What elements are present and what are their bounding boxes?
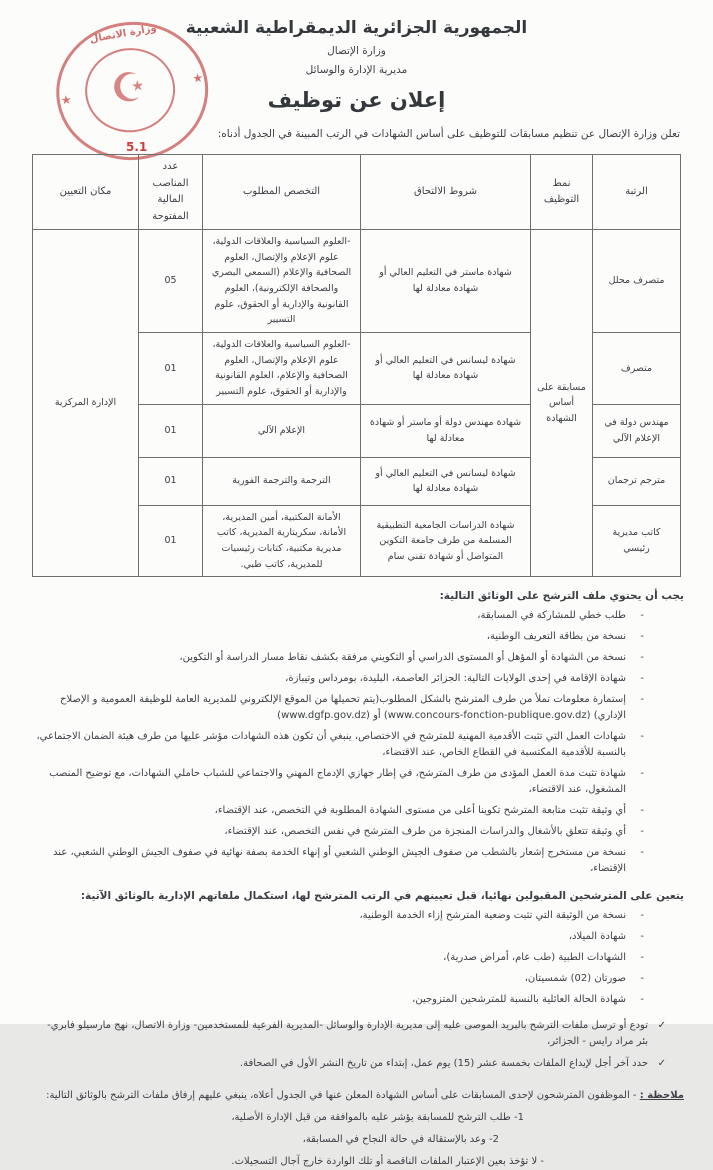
stamp-number: 5.1 [126,140,148,154]
list-item: - شهادة تثبت مدة العمل المؤدى من طرف المترشح، في إطار جهازي الإدماج المهني والاجتماعي للشباب حاملي الشهادات، مع توضيح المنصب المشغول، عند الاقتضاء، [29,766,684,798]
note-section [29,1088,684,1170]
stamp-arc-text: وزارة الاتصال [89,22,158,46]
list-item: - أي وثيقة تتعلق بالأشغال والدراسات المنجزة من طرف المترشح في نفس التخصص، عند الإقتضاء، [29,824,684,840]
col-header-mode: نمط التوظيف [531,155,593,230]
conditions-cell: شهادة الدراسات الجامعية التطبيقية المسلمة من طرف جامعة التكوين المتواصل أو شهادة تقني سام [361,505,531,577]
rank-cell: متصرف [593,333,681,405]
final-candidates-section [29,890,684,1008]
mode-cell: مسابقة على أساس الشهادة [531,230,593,577]
positions-cell: 05 [139,230,203,333]
positions-cell: 01 [139,505,203,577]
list-item: - طلب خطي للمشاركة في المسابقة، [29,608,684,624]
col-header-location: مكان التعيين [33,155,139,230]
list-item: - نسخة من الوثيقة التي تثبت وضعية المترشح إزاء الخدمة الوطنية، [29,908,684,924]
conditions-cell: شهادة ماستر في التعليم العالي أو شهادة معادلة لها [361,230,531,333]
list-item: ✓ حدد آخر أجل لإيداع الملفات بخمسة عشر (15) يوم عمل، إبتداء من تاريخ النشر الأول في الصحافة. [29,1056,684,1072]
location-cell: الإدارة المركزية [33,230,139,577]
col-header-conditions: شروط الالتحاق [361,155,531,230]
specialization-cell: الأمانة المكتبية، أمين المديرية، الأمانة، سكريتارية المديرية، كاتب مديرية مكتبية، كتابات رئيسيات للمديرية، كاتب طبي. [203,505,361,577]
list-item: - نسخة من مستخرج إشعار بالشطب من صفوف الجيش الوطني الشعبي أو إنهاء الخدمة بصفة نهائية في صفوف الجيش الوطني الشعبي، عند الإقتضاء، [29,845,684,877]
republic-title: الجمهورية الجزائرية الديمقراطية الشعبية [185,18,528,38]
list-item: - نسخة من الشهادة أو المؤهل أو المستوى الدراسي أو التكويني مرفقة بكشف نقاط مسار الدراسة أو التكوين، [29,650,684,666]
col-header-specialization: التخصص المطلوب [203,155,361,230]
table-header-row [33,155,681,230]
list-item: - نسخة من بطاقة التعريف الوطنية، [29,629,684,645]
intro-paragraph: تعلن وزارة الإتصال عن تنظيم مسابقات للتوظيف على أساس الشهادات في الرتب المبينة في الجدول أدناه: [217,128,680,140]
list-item: - الشهادات الطبية (طب عام، أمراض صدرية)، [29,950,684,966]
jobs-table [32,154,681,577]
star-icon: ★ [191,70,204,86]
crescent-star-icon: ☪ [108,63,150,114]
star-icon: ★ [60,92,73,108]
rank-cell: متصرف محلل [593,230,681,333]
list-item: - شهادة الحالة العائلية بالنسبة للمترشحين المتزوجين، [29,992,684,1008]
rank-cell: مهندس دولة في الإعلام الآلي [593,404,681,457]
specialization-cell: الترجمة والترجمة الفورية [203,457,361,505]
section-title: يجب أن يحتوي ملف الترشح على الوثائق التالية: [439,590,684,603]
rank-cell: كاتب مديرية رئيسي [593,505,681,577]
conditions-cell: شهادة ليسانس في التعليم العالي أو شهادة معادلة لها [361,333,531,405]
section-title: يتعين على المترشحين المقبولين نهائيا، قبل تعيينهم في الرتب المترشح لها، استكمال ملفاتهم الإدارية بالوثائق الآتية: [80,890,684,903]
specialization-cell: -العلوم السياسية والعلاقات الدولية، علوم الإعلام والإتصال، العلوم الصحافية والإعلام (السمعي البصري والصحافة الإلكترونية)، العلوم القانونية والإدارية أو الحقوق، علوم التسيير [203,230,361,333]
ministry-name: وزارة الإتصال [327,45,386,57]
note-label: ملاحظة : [639,1090,684,1102]
note-head [29,1088,684,1104]
specialization-cell: -العلوم السياسية والعلاقات الدولية، علوم الإعلام والإتصال، العلوم الصحافية والإعلام، العلوم القانونية والإدارية أو الحقوق، علوم التسيير [203,333,361,405]
specialization-cell: الإعلام الآلي [203,404,361,457]
table-row [33,230,681,333]
directorate-name: مديرية الإدارة والوسائل [305,64,408,76]
col-header-positions: عدد المناصب المالية المفتوحة [139,155,203,230]
note-item: 2- وعد بالإستقالة في حالة النجاح في المسابقة، [302,1134,499,1146]
application-file-section [29,590,684,877]
documents-list [29,608,684,877]
list-item: - شهادة الميلاد، [29,929,684,945]
documents-list [29,908,684,1008]
conditions-cell: شهادة مهندس دولة أو ماستر أو شهادة معادلة لها [361,404,531,457]
list-item: - أي وثيقة تثبت متابعة المترشح تكوينا أعلى من مستوى الشهادة المطلوبة في التخصص، عند الإقتضاء، [29,803,684,819]
announcement-title: إعلان عن توظيف [267,88,446,112]
note-item: 1- طلب الترشح للمسابقة يؤشر عليه بالموافقة من قبل الإدارة الأصلية، [231,1112,524,1124]
rank-cell: مترجم ترجمان [593,457,681,505]
positions-cell: 01 [139,404,203,457]
positions-cell: 01 [139,333,203,405]
list-item: - صورتان (02) شمسيتان، [29,971,684,987]
positions-cell: 01 [139,457,203,505]
note-item: - لا تؤخذ بعين الإعتبار الملفات الناقصة أو تلك الواردة خارج آجال التسجيلات. [231,1156,544,1168]
submission-instructions [29,1018,684,1072]
document-header [29,0,684,112]
list-item: ✓ تودع أو ترسل ملفات الترشح بالبريد الموصى عليه إلى مديرية الإدارة والوسائل -المديرية الفرعية للمستخدمين- وزارة الاتصال، نهج مارسيلو فابري- بئر مراد رايس - الجزائر، [29,1018,684,1050]
list-item: - إستمارة معلومات تملأ من طرف المترشح بالشكل المطلوب(يتم تحميلها من الموقع الإلكتروني للمديرية العامة للوظيفة العمومية و الإصلاح الإداري) (www.concours-fonction-publique.gov.dz) أو (www.dgfp.gov.dz) [29,692,684,724]
col-header-rank: الرتبة [593,155,681,230]
conditions-cell: شهادة ليسانس في التعليم العالي أو شهادة معادلة لها [361,457,531,505]
list-item: - شهادة الإقامة في إحدى الولايات التالية: الجزائر العاصمة، البليدة، بومرداس وتيبازة، [29,671,684,687]
list-item: - شهادات العمل التي تثبت الأقدمية المهنية للمترشح في الاختصاص، ينبغي أن تكون هذه الشهادات مؤشر عليها من طرف هيئة الضمان الاجتماعي، بالنسبة للأقدمية المكتسبة في القطاع الخاص، عند الاقتضاء، [29,729,684,761]
note-intro: - الموظفون المترشحون لإحدى المسابقات على أساس الشهادة المعلن عنها في الجدول أعلاه، ينبغي عليهم إرفاق ملفات الترشح بالوثائق التالية: [46,1090,637,1102]
